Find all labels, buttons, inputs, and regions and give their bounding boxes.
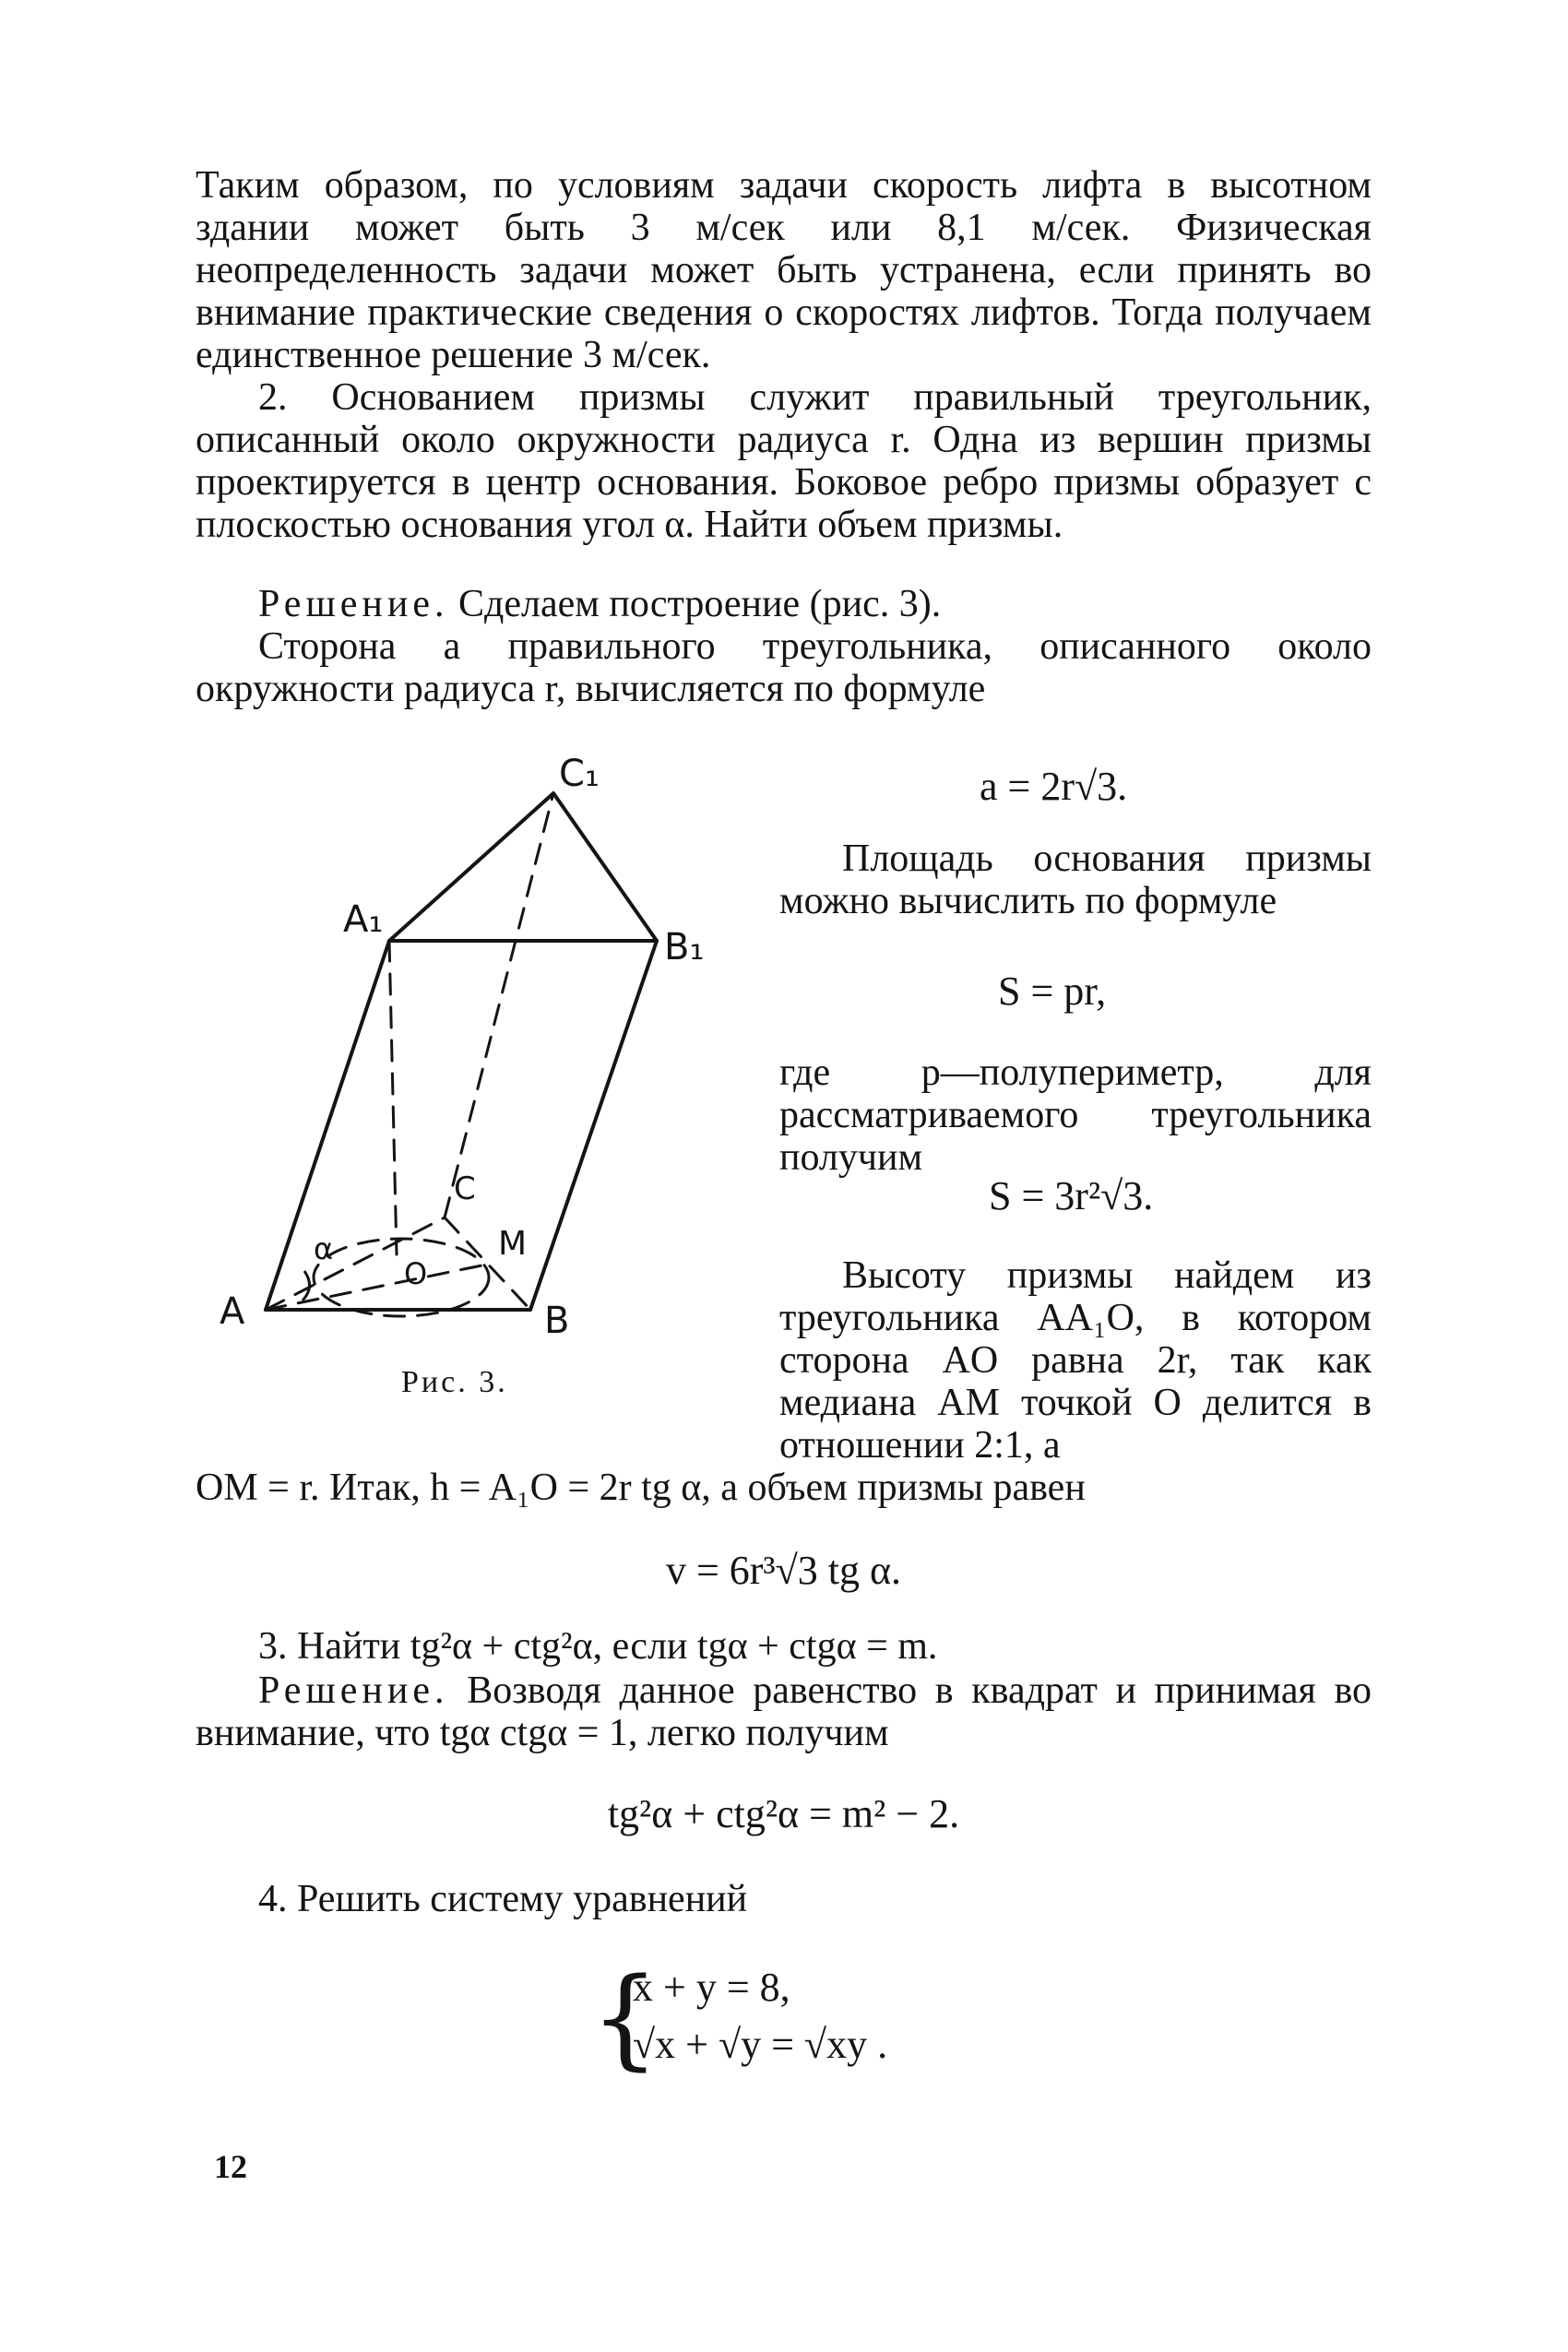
solution-intro: Сделаем построение (рис. 3). — [458, 583, 942, 625]
area-text: Площадь основания призмы можно вычислить по формуле — [779, 837, 1372, 922]
label-m: M — [498, 1225, 528, 1263]
problem3-solution — [196, 1669, 1372, 1754]
formula-volume: v = 6r³√3 tg α. — [665, 1548, 902, 1593]
equation-2: √x + √y = √xy . — [633, 2022, 888, 2067]
problem3-solution-label: Решение. — [258, 1669, 449, 1712]
problem3-statement: 3. Найти tg²α + ctg²α, если tgα + ctgα = m. — [258, 1625, 938, 1668]
figure-caption: Рис. 3. — [401, 1365, 508, 1399]
label-c1: C₁ — [559, 753, 600, 795]
side-formula-text: Сторона a правильного треугольника, описанного около окружности радиуса r, вычисляется по формуле — [196, 625, 1372, 710]
solution-label: Решение. — [258, 583, 449, 625]
label-b1: B₁ — [664, 926, 705, 968]
problem2-statement: 2. Основанием призмы служит правильный треугольник, описанный около окружности радиуса r. Одна из вершин призмы проектируется в центр основания. Боковое ребро призмы образует с плоскостью основания угол α. Найти объем призмы. — [196, 376, 1372, 546]
problem3-solution-text: Возводя данное равенство в квадрат и принимая во внимание, что tgα ctgα = 1, легко получим — [196, 1669, 1372, 1754]
system-brace: { — [590, 1954, 660, 2081]
height-text: Высоту призмы найдем из треугольника AA₁O, в котором сторона AO равна 2r, так как медиана AM точкой O делится в отношении 2:1, а — [779, 1254, 1372, 1467]
formula-side: a = 2r√3. — [980, 764, 1128, 809]
formula-result: tg²α + ctg²α = m² − 2. — [607, 1791, 960, 1836]
equation-system — [590, 1954, 1015, 2085]
semiperimeter-text: где p—полупериметр, для рассматриваемого треугольника получим — [779, 1051, 1372, 1179]
height-a1-o — [389, 941, 397, 1254]
problem4-statement: 4. Решить систему уравнений — [258, 1878, 748, 1920]
page-number: 12 — [214, 2148, 247, 2185]
problem2-solution — [196, 583, 1372, 625]
edge-c1-b1 — [553, 793, 657, 941]
height-continuation: OM = r. Итак, h = A₁O = 2r tg α, а объем призмы равен — [196, 1467, 1086, 1509]
median-a-m — [266, 1264, 491, 1310]
formula-area: S = pr, — [998, 968, 1107, 1014]
label-a: A — [220, 1290, 245, 1333]
label-b: B — [544, 1300, 570, 1342]
label-alpha: α — [314, 1231, 334, 1266]
label-o: O — [404, 1256, 428, 1291]
formula-area-value: S = 3r²√3. — [989, 1173, 1154, 1218]
edge-a1-c1 — [389, 793, 553, 941]
label-c: C — [454, 1170, 476, 1207]
prism-figure — [212, 738, 738, 1402]
hidden-edge-c-c1 — [445, 793, 553, 1218]
edge-b-b1 — [530, 941, 657, 1310]
intro-paragraph: Таким образом, по условиям задачи скорость лифта в высотном здании может быть 3 м/сек или 8,1 м/сек. Физическая неопределенность задачи может быть устранена, если принять во внимание практические сведения о скоростях лифтов. Тогда получаем единственное решение 3 м/сек. — [196, 164, 1372, 376]
inscribed-circle — [314, 1239, 489, 1316]
angle-arc — [303, 1271, 310, 1301]
label-a1: A₁ — [343, 898, 384, 941]
equation-1: x + y = 8, — [633, 1965, 790, 2010]
